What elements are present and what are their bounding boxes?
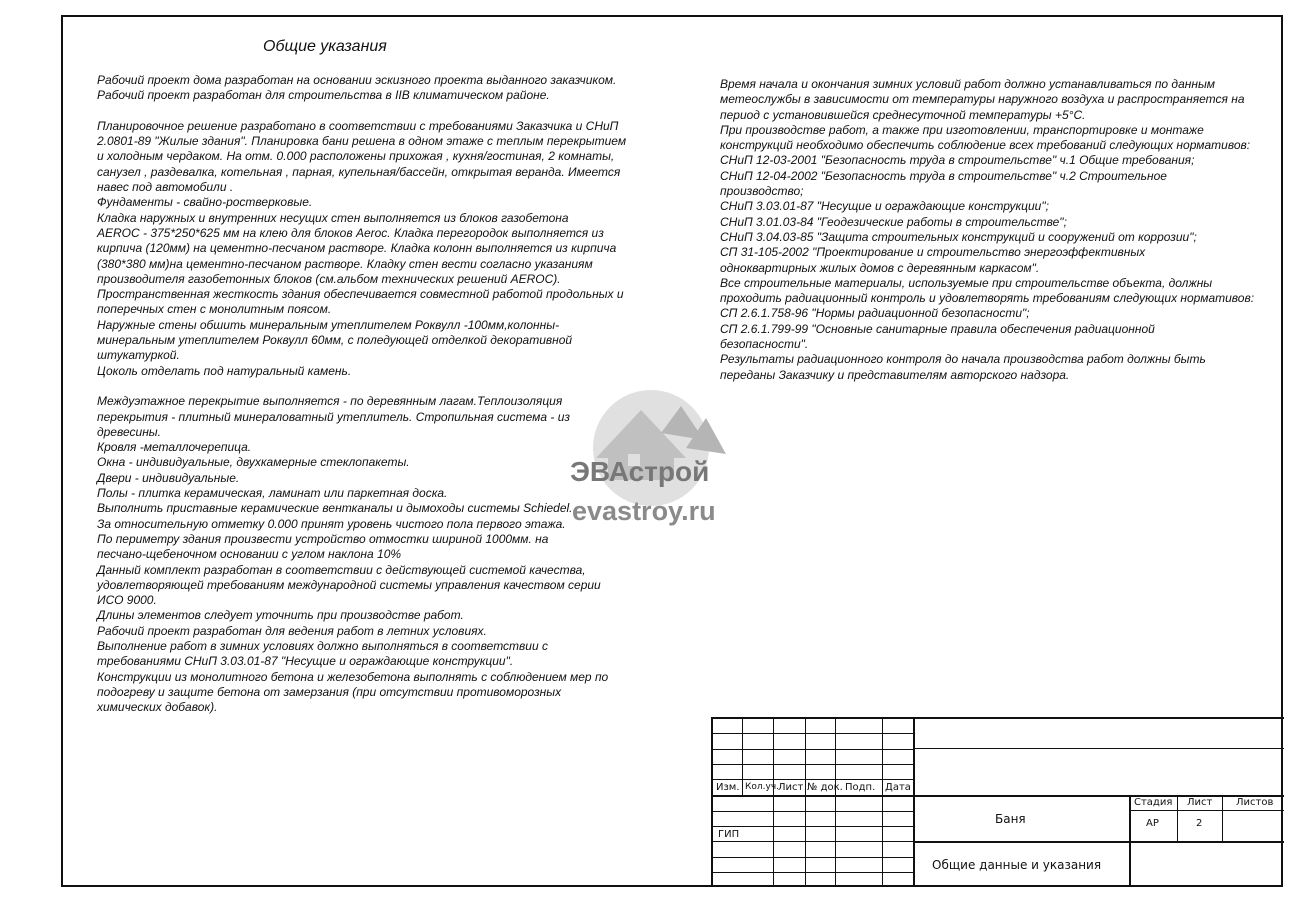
stamp-col-izm: Изм.	[716, 782, 740, 793]
note-line: одноквартирных жилых домов с деревянным каркасом".	[720, 260, 1040, 275]
stamp-col-ndok: № док.	[807, 782, 843, 793]
note-line: Выполнить приставные керамические вентканалы и дымоходы системы Schiedel.	[97, 501, 573, 516]
stamp-sheet-title: Общие данные и указания	[932, 858, 1102, 872]
note-line: Время начала и окончания зимних условий работ должно устанавливаться по данным	[720, 77, 1215, 91]
note-line: Цоколь отделать под натуральный камень.	[97, 363, 352, 378]
note-line: СНиП 3.04.03-85 "Защита строительных конструкций и сооружений от коррозии";	[720, 229, 1197, 244]
note-line: Рабочий проект дома разработан на основании эскизного проекта выданного заказчиком.	[97, 73, 617, 87]
note-line: Окна - индивидуальные, двухкамерные стеклопакеты.	[97, 455, 410, 470]
note-line: навес под автомобили .	[97, 180, 234, 195]
stamp-gip: ГИП	[718, 829, 740, 840]
note-line: СП 2.6.1.758-96 "Нормы радиационной безопасности";	[720, 306, 1030, 321]
note-line: удовлетворяющей требованиям международной системы управления качеством серии	[97, 577, 601, 592]
note-line: СНиП 3.01.03-84 "Геодезические работы в строительстве";	[720, 214, 1067, 229]
watermark-site: evastroy.ru	[572, 496, 716, 526]
stamp-sheets-label: Листов	[1236, 797, 1274, 808]
note-line: СП 31-105-2002 "Проектирование и строительство энергоэффективных	[720, 245, 1146, 260]
note-line: перекрытия - плитный минераловатный утеплитель. Стропильная система - из	[97, 409, 570, 424]
note-line: химических добавок).	[97, 700, 218, 715]
stamp-stage-label: Стадия	[1134, 797, 1173, 808]
note-line: переданы Заказчику и представителям авторского надзора.	[720, 367, 1070, 382]
note-line: Данный комплект разработан в соответствии с действующей системой качества,	[97, 562, 586, 577]
note-line: метеослужбы в зависимости от температуры наружного воздуха и распространяется на	[720, 92, 1245, 107]
note-line: ИСО 9000.	[97, 593, 157, 608]
stamp-sheet-label: Лист	[1187, 797, 1213, 808]
note-line: Кладка наружных и внутренних несущих стен выполняется из блоков газобетона	[97, 210, 569, 225]
note-line: Все строительные материалы, используемые при строительстве объекта, должны	[720, 275, 1213, 290]
note-line: Пространственная жесткость здания обеспечивается совместной работой продольных и	[97, 287, 624, 302]
blank-line	[97, 104, 626, 119]
stamp-col-podp: Подп.	[845, 782, 876, 793]
note-line: (380*380 мм)на цементно-песчаном растворе. Кладку стен вести согласно указаниям	[97, 256, 593, 271]
note-line: Фундаменты - свайно-ростверковые.	[97, 195, 313, 210]
note-line: СНиП 12-03-2001 "Безопасность труда в строительстве" ч.1 Общие требования;	[720, 153, 1195, 168]
stamp-object: Баня	[995, 812, 1026, 826]
stamp-col-data: Дата	[885, 782, 911, 793]
note-line: санузел , раздевалка, котельная , парная, купельная/бассейн, открытая веранда. Имеется	[97, 164, 621, 179]
stamp-col-kolvo: Кол.уч.	[745, 782, 780, 792]
note-line: кирпича (120мм) на цементно-песчаном растворе. Кладка колонн выполняется из кирпича	[97, 241, 617, 256]
page-title: Общие указания	[263, 38, 387, 55]
general-notes-right	[720, 77, 1254, 383]
note-line: проходить радиационный контроль и удовлетворять требованиям следующих нормативов:	[720, 291, 1255, 306]
note-line: производителя газобетонных блоков (см.альбом технических решений AEROC).	[97, 271, 561, 286]
note-line: Выполнение работ в зимних условиях должно выполняться в соответствии с	[97, 638, 548, 653]
stamp-col-list: Лист	[778, 782, 804, 793]
note-line: штукатуркой.	[97, 348, 180, 363]
note-line: По периметру здания произвести устройство отмостки шириной 1000мм. на	[97, 531, 549, 546]
note-line: производство;	[720, 184, 804, 199]
note-line: При производстве работ, а также при изготовлении, транспортировке и монтаже	[720, 122, 1204, 137]
note-line: Планировочное решение разработано в соответствии с требованиями Заказчика и СНиП	[97, 118, 619, 133]
note-line: AEROC - 375*250*625 мм на клею для блоков Aeroc. Кладка перегородок выполняется из	[97, 225, 604, 240]
note-line: Междуэтажное перекрытие выполняется - по деревянным лагам.Теплоизоляция	[97, 394, 563, 409]
watermark-brand: ЭВАстрой	[570, 456, 710, 487]
note-line: Рабочий проект разработан для строительства в IIВ климатическом районе.	[97, 88, 550, 103]
note-line: Конструкции из монолитного бетона и железобетона выполнять с соблюдением мер по	[97, 669, 609, 684]
note-line: Результаты радиационного контроля до начала производства работ должны быть	[720, 352, 1206, 367]
general-notes-left	[97, 73, 626, 715]
note-line: СП 2.6.1.799-99 "Основные санитарные правила обеспечения радиационной	[720, 321, 1155, 336]
note-line: Длины элементов следует уточнить при производстве работ.	[97, 608, 464, 623]
stamp-stage: АР	[1146, 818, 1159, 829]
note-line: требованиями СНиП 3.03.01-87 "Несущие и ограждающие конструкции".	[97, 654, 514, 669]
note-line: период с установившейся среднесуточной температуры +5°С.	[720, 107, 1086, 122]
blank-line	[97, 379, 626, 394]
note-line: Рабочий проект разработан для ведения работ в летних условиях.	[97, 623, 487, 638]
note-line: За относительную отметку 0.000 принят уровень чистого пола первого этажа.	[97, 516, 566, 531]
note-line: СНиП 12-04-2002 "Безопасность труда в строительстве" ч.2 Строительное	[720, 168, 1167, 183]
note-line: Двери - индивидуальные.	[97, 470, 240, 485]
stamp-sheet: 2	[1196, 818, 1203, 829]
note-line: минеральным утеплителем Роквулл 60мм, с поледующей отделкой декоративной	[97, 333, 573, 348]
note-line: Полы - плитка керамическая, ламинат или паркетная доска.	[97, 486, 448, 501]
note-line: поперечных стен с монолитным поясом.	[97, 302, 332, 317]
note-line: 2.0801-89 "Жилые здания". Планировка бани решена в одном этаже с теплым перекрытием	[97, 134, 627, 149]
note-line: подогреву и защите бетона от замерзания (при отсутствии противоморозных	[97, 684, 562, 699]
note-line: и холодным чердаком. На отм. 0.000 расположены прихожая , кухня/гостиная, 2 комнаты,	[97, 149, 615, 164]
note-line: Кровля -металлочерепица.	[97, 440, 252, 455]
note-line: Наружные стены обшить минеральным утеплителем Роквулл -100мм,колонны-	[97, 317, 560, 332]
note-line: конструкций необходимо обеспечить соблюдение всех требований следующих нормативов:	[720, 138, 1251, 153]
note-line: песчано-щебеночном основании с углом наклона 10%	[97, 547, 402, 562]
note-line: СНиП 3.03.01-87 "Несущие и ограждающие конструкции";	[720, 199, 1049, 214]
note-line: безопасности".	[720, 337, 809, 352]
note-line: древесины.	[97, 424, 161, 439]
